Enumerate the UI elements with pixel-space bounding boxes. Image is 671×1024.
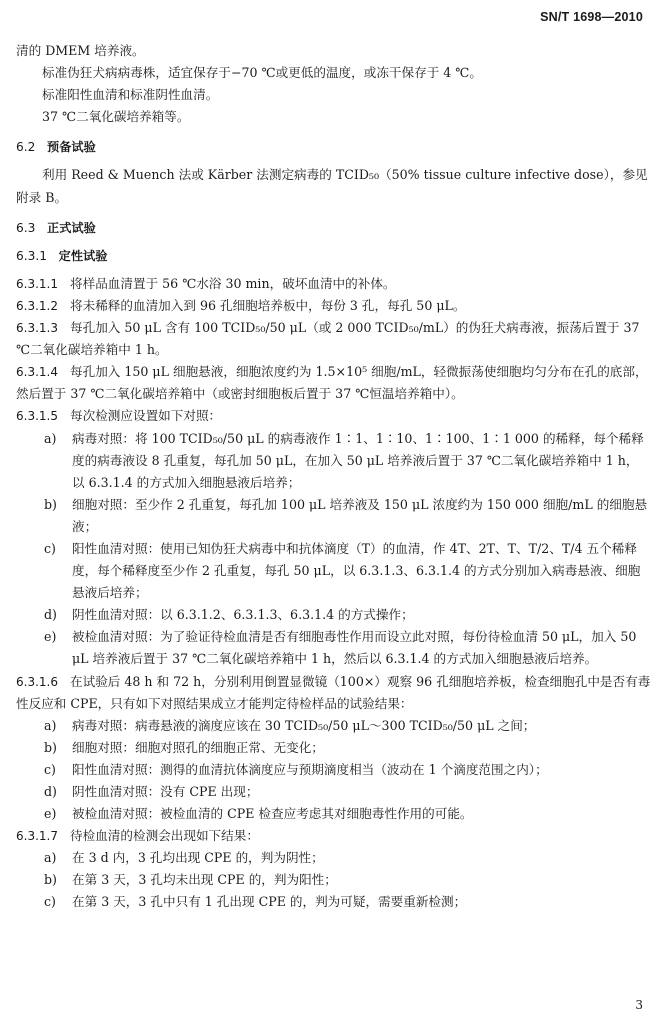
list-item-text: 被检血清对照：为了验证待检血清是否有细胞毒性作用而设立此对照，每份待检血清 50 μL，加入 50 μL 培养液后置于 37 ℃二氧化碳培养箱中 1 h，然后以 6.3.1.4 的方式加入细胞悬液后培养。 xyxy=(72,629,637,667)
list-item-label: b) xyxy=(44,739,57,755)
section-text: 利用 Reed & Muench 法或 Kärber 法测定病毒的 TCID₅₀（50% tissue culture infective dose），参见附录 B。 xyxy=(16,167,648,205)
list-item-label: e) xyxy=(44,629,57,645)
list-item xyxy=(16,737,651,759)
list-item-text: 细胞对照：细胞对照孔的细胞正常、无变化； xyxy=(72,739,324,755)
list-item-label: c) xyxy=(44,894,56,910)
list-item-text: 在第 3 天，3 孔中只有 1 孔出现 CPE 的，判为可疑，需要重新检测； xyxy=(72,894,467,910)
section-heading-6-3 xyxy=(16,217,651,239)
list-item-text: 病毒对照：病毒悬液的滴度应该在 30 TCID₅₀/50 μL～300 TCID₅₀/50 μL 之间； xyxy=(72,717,536,733)
intro-line: 37 ℃二氧化碳培养箱等。 xyxy=(42,109,190,125)
list-item xyxy=(16,604,651,626)
list-item xyxy=(16,781,651,803)
clause-6-3-1-1 xyxy=(16,273,651,295)
list-item-label: b) xyxy=(44,872,57,888)
list-item-label: d) xyxy=(44,784,57,799)
section-title: 定性试验 xyxy=(58,248,108,263)
clause-6-3-1-4 xyxy=(16,361,651,405)
section-number: 6.3.1 xyxy=(16,248,48,263)
clause-text: 在试验后 48 h 和 72 h，分别利用倒置显微镜（100×）观察 96 孔细胞培养板，检查细胞孔中是否有毒性反应和 CPE，只有如下对照结果成立才能判定待检样品的试验结果： xyxy=(16,673,651,711)
list-item-text: 被检血清对照：被检血清的 CPE 检查应考虑其对细胞毒性作用的可能。 xyxy=(72,806,473,822)
list-item-text: 阴性血清对照：以 6.3.1.2、6.3.1.3、6.3.1.4 的方式操作； xyxy=(72,607,414,623)
clause-number: 6.3.1.5 xyxy=(16,409,58,424)
list-item xyxy=(16,626,651,670)
clause-text: 待检血清的检测会出现如下结果： xyxy=(70,828,259,844)
list-item-text: 病毒对照：将 100 TCID₅₀/50 μL 的病毒液作 1∶1、1∶10、1∶100、1∶1 000 的稀释，每个稀释度的病毒液设 8 孔重复，每孔加 50 μL，在加入 50 μL 培养液后置于 37 ℃二氧化碳培养箱中 1 h，以 6.3.1.4 的方式加入细胞悬液后培养； xyxy=(72,430,644,490)
intro-line: 清的 DMEM 培养液。 xyxy=(16,43,145,58)
list-item xyxy=(16,494,651,538)
list-item xyxy=(16,715,651,737)
clause-number: 6.3.1.6 xyxy=(16,674,58,689)
list-item-text: 阳性血清对照：测得的血清抗体滴度应与预期滴度相当（波动在 1 个滴度范围之内）； xyxy=(72,761,548,777)
list-item xyxy=(16,869,651,891)
clause-number: 6.3.1.1 xyxy=(16,276,58,291)
list-item-label: d) xyxy=(44,607,57,623)
list-item-label: a) xyxy=(44,717,57,733)
list-item-text: 阴性血清对照：没有 CPE 出现； xyxy=(72,784,259,799)
clause-text: 每孔加入 150 μL 细胞悬液，细胞浓度约为 1.5×10⁵ 细胞/mL，轻微振荡使细胞均匀分布在孔的底部，然后置于 37 ℃二氧化碳培养箱中（或密封细胞板后置于 37 ℃恒温培养箱中）。 xyxy=(16,364,648,402)
section-title: 正式试验 xyxy=(47,220,96,235)
section-number: 6.3 xyxy=(16,220,36,235)
list-item-label: a) xyxy=(44,430,57,446)
clause-6-3-1-3 xyxy=(16,317,651,361)
clause-number: 6.3.1.3 xyxy=(16,321,58,336)
list-item-label: c) xyxy=(44,761,56,777)
clause-text: 将未稀释的血清加入到 96 孔细胞培养板中，每份 3 孔，每孔 50 μL。 xyxy=(70,297,466,313)
list-item-text: 在第 3 天，3 孔均未出现 CPE 的，判为阳性； xyxy=(72,872,337,888)
clause-6-3-1-6 xyxy=(16,671,651,715)
section-heading-6-3-1 xyxy=(16,245,651,267)
standard-code: SN/T 1698—2010 xyxy=(540,10,643,24)
list-item xyxy=(16,891,651,913)
clause-6-3-1-5 xyxy=(16,405,651,427)
clause-6-3-1-2 xyxy=(16,295,651,317)
list-item xyxy=(16,803,651,825)
list-item xyxy=(16,428,651,494)
intro-line: 标准阳性血清和标准阴性血清。 xyxy=(42,87,219,103)
clause-text: 每孔加入 50 μL 含有 100 TCID₅₀/50 μL（或 2 000 TCID₅₀/mL）的伪狂犬病毒液，振荡后置于 37 ℃二氧化碳培养箱中 1 h。 xyxy=(16,320,640,358)
list-item-label: c) xyxy=(44,540,56,556)
list-item-label: a) xyxy=(44,850,57,866)
list-item-text: 细胞对照：至少作 2 孔重复，每孔加 100 μL 培养液及 150 μL 浓度约为 150 000 细胞/mL 的细胞悬液； xyxy=(72,496,648,534)
list-item xyxy=(16,538,651,604)
page-number: 3 xyxy=(635,998,643,1012)
list-item xyxy=(16,847,651,869)
intro-line: 标准伪狂犬病病毒株，适宜保存于−70 ℃或更低的温度，或冻干保存于 4 ℃。 xyxy=(42,65,482,81)
section-title: 预备试验 xyxy=(47,140,96,155)
clause-number: 6.3.1.4 xyxy=(16,365,58,380)
list-item-text: 阳性血清对照：使用已知伪狂犬病毒中和抗体滴度（T）的血清，作 4T、2T、T、T/2、T/4 五个稀释度，每个稀释度至少作 2 孔重复，每孔 50 μL，以 6.3.1.3、6.3.1.4 的方式分别加入病毒悬液、细胞悬液后培养； xyxy=(72,540,641,601)
clause-number: 6.3.1.2 xyxy=(16,298,58,313)
clause-text: 将样品血清置于 56 ℃水浴 30 min，破坏血清中的补体。 xyxy=(70,275,396,291)
clause-number: 6.3.1.7 xyxy=(16,829,58,844)
section-number: 6.2 xyxy=(16,140,36,155)
document-body xyxy=(16,40,651,914)
list-item-label: b) xyxy=(44,496,57,512)
section-heading-6-2 xyxy=(16,136,651,158)
list-item-text: 在 3 d 内，3 孔均出现 CPE 的，判为阴性； xyxy=(72,850,324,866)
clause-text: 每次检测应设置如下对照： xyxy=(70,408,222,424)
list-item xyxy=(16,759,651,781)
list-item-label: e) xyxy=(44,806,57,822)
clause-6-3-1-7 xyxy=(16,825,651,847)
